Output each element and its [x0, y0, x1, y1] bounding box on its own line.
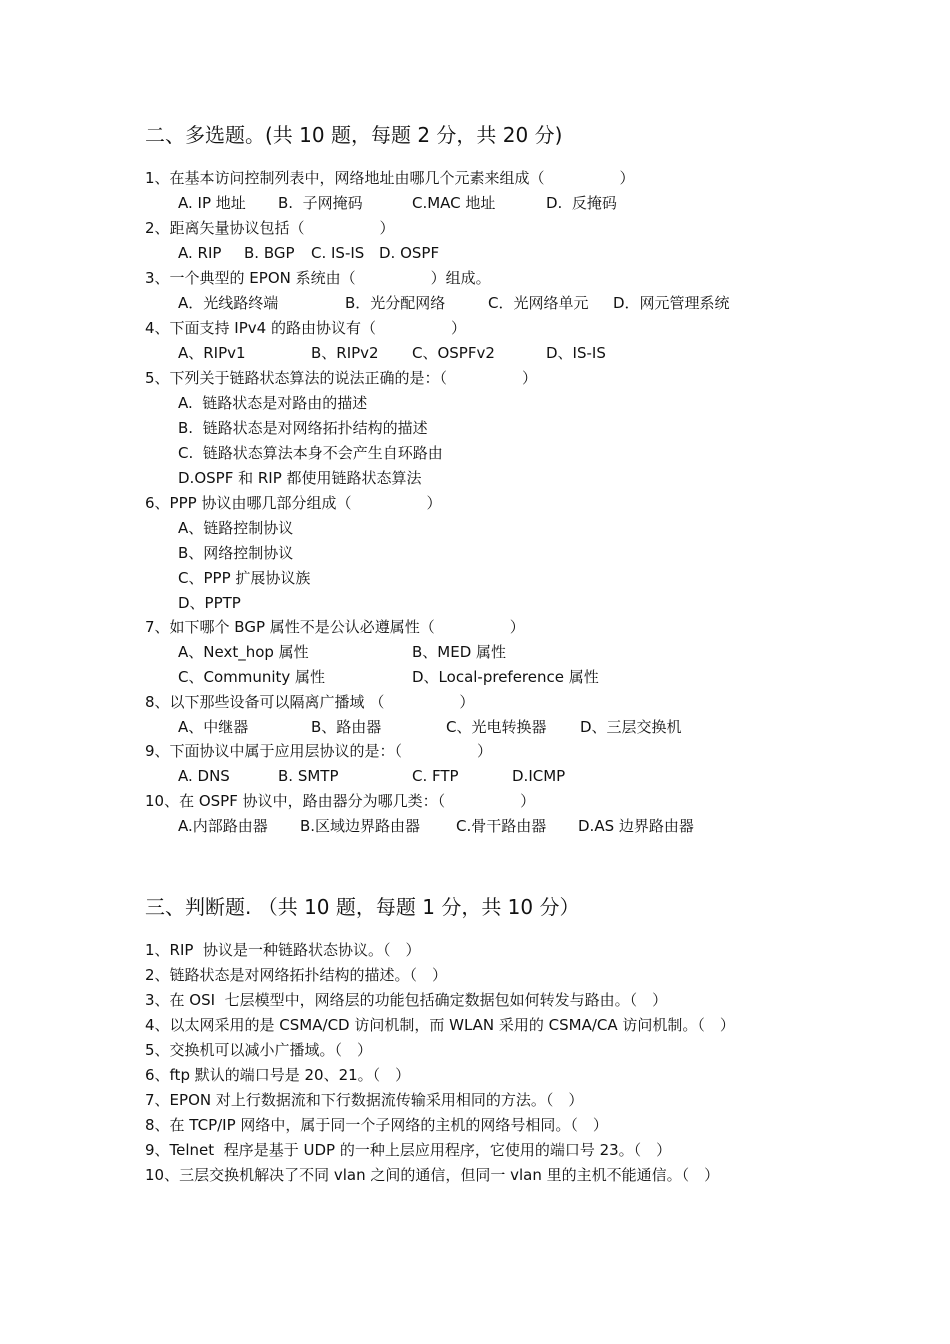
option-8a: A、中继器: [178, 718, 249, 736]
option-1b: B. 子网掩码: [278, 194, 363, 212]
option-10d: D.AS 边界路由器: [578, 817, 694, 835]
question-2: 2、距离矢量协议包括（ ）: [145, 219, 395, 237]
tf-item-5: 5、交换机可以减小广播域。（ ）: [145, 1041, 373, 1059]
tf-item-10: 10、三层交换机解决了不同 vlan 之间的通信，但同一 vlan 里的主机不能通信。（ ）: [145, 1166, 720, 1184]
option-5d: D.OSPF 和 RIP 都使用链路状态算法: [178, 469, 422, 487]
section2-heading: 二、多选题。(共 10 题，每题 2 分，共 20 分): [145, 123, 563, 147]
option-2d: D. OSPF: [379, 244, 440, 262]
tf-item-8: 8、在 TCP/IP 网络中，属于同一个子网络的主机的网络号相同。（ ）: [145, 1116, 608, 1134]
option-8b: B、路由器: [311, 718, 382, 736]
question-9: 9、下面协议中属于应用层协议的是：（ ）: [145, 742, 493, 760]
question-1: 1、在基本访问控制列表中，网络地址由哪几个元素来组成（ ）: [145, 169, 635, 187]
option-9b: B. SMTP: [278, 767, 339, 785]
tf-item-4: 4、以太网采用的是 CSMA/CD 访问机制，而 WLAN 采用的 CSMA/CA 访问机制。（ ）: [145, 1016, 735, 1034]
option-6d: D、PPTP: [178, 594, 241, 612]
option-1d: D. 反掩码: [546, 194, 617, 212]
tf-item-9: 9、Telnet 程序是基于 UDP 的一种上层应用程序，它使用的端口号 23。（ ）: [145, 1141, 672, 1159]
tf-item-3: 3、在 OSI 七层模型中，网络层的功能包括确定数据包如何转发与路由。（ ）: [145, 991, 668, 1009]
question-6: 6、PPP 协议由哪几部分组成（ ）: [145, 494, 442, 512]
option-5b: B. 链路状态是对网络拓扑结构的描述: [178, 419, 428, 437]
option-7a: A、Next_hop 属性: [178, 643, 309, 661]
option-4a: A、RIPv1: [178, 344, 246, 362]
option-9d: D.ICMP: [512, 767, 566, 785]
option-6c: C、PPP 扩展协议族: [178, 569, 311, 587]
option-3d: D．网元管理系统: [613, 294, 730, 312]
section3-heading: 三、判断题. （共 10 题，每题 1 分，共 10 分）: [145, 895, 580, 919]
option-10b: B.区域边界路由器: [300, 817, 421, 835]
option-4c: C、OSPFv2: [412, 344, 495, 362]
question-5: 5、下列关于链路状态算法的说法正确的是：（ ）: [145, 369, 538, 387]
tf-item-1: 1、RIP 协议是一种链路状态协议。（ ）: [145, 941, 421, 959]
option-8d: D、三层交换机: [580, 718, 682, 736]
option-2a: A. RIP: [178, 244, 222, 262]
option-3a: A．光线路终端: [178, 294, 279, 312]
question-8: 8、以下那些设备可以隔离广播域 （ ）: [145, 693, 475, 711]
option-3b: B．光分配网络: [345, 294, 446, 312]
option-1c: C.MAC 地址: [412, 194, 496, 212]
question-7: 7、如下哪个 BGP 属性不是公认必遵属性（ ）: [145, 618, 525, 636]
option-5a: A. 链路状态是对路由的描述: [178, 394, 368, 412]
option-10a: A.内部路由器: [178, 817, 268, 835]
option-1a: A. IP 地址: [178, 194, 246, 212]
option-8c: C、光电转换器: [446, 718, 547, 736]
option-2b: B. BGP: [244, 244, 295, 262]
question-4: 4、下面支持 IPv4 的路由协议有（ ）: [145, 319, 466, 337]
option-4b: B、RIPv2: [311, 344, 379, 362]
option-7c: C、Community 属性: [178, 668, 326, 686]
tf-item-6: 6、ftp 默认的端口号是 20、21。（ ）: [145, 1066, 411, 1084]
tf-item-2: 2、链路状态是对网络拓扑结构的描述。（ ）: [145, 966, 448, 984]
option-7d: D、Local-preference 属性: [412, 668, 599, 686]
option-4d: D、IS-IS: [546, 344, 606, 362]
option-6b: B、网络控制协议: [178, 544, 294, 562]
option-5c: C. 链路状态算法本身不会产生自环路由: [178, 444, 443, 462]
option-3c: C．光网络单元: [488, 294, 589, 312]
option-10c: C.骨干路由器: [456, 817, 547, 835]
tf-item-7: 7、EPON 对上行数据流和下行数据流传输采用相同的方法。（ ）: [145, 1091, 584, 1109]
option-2c: C. IS-IS: [311, 244, 365, 262]
option-9a: A. DNS: [178, 767, 230, 785]
option-9c: C. FTP: [412, 767, 459, 785]
option-7b: B、MED 属性: [412, 643, 507, 661]
question-10: 10、在 OSPF 协议中，路由器分为哪几类：（ ）: [145, 792, 536, 810]
option-6a: A、链路控制协议: [178, 519, 294, 537]
question-3: 3、一个典型的 EPON 系统由（ ）组成。: [145, 269, 491, 287]
